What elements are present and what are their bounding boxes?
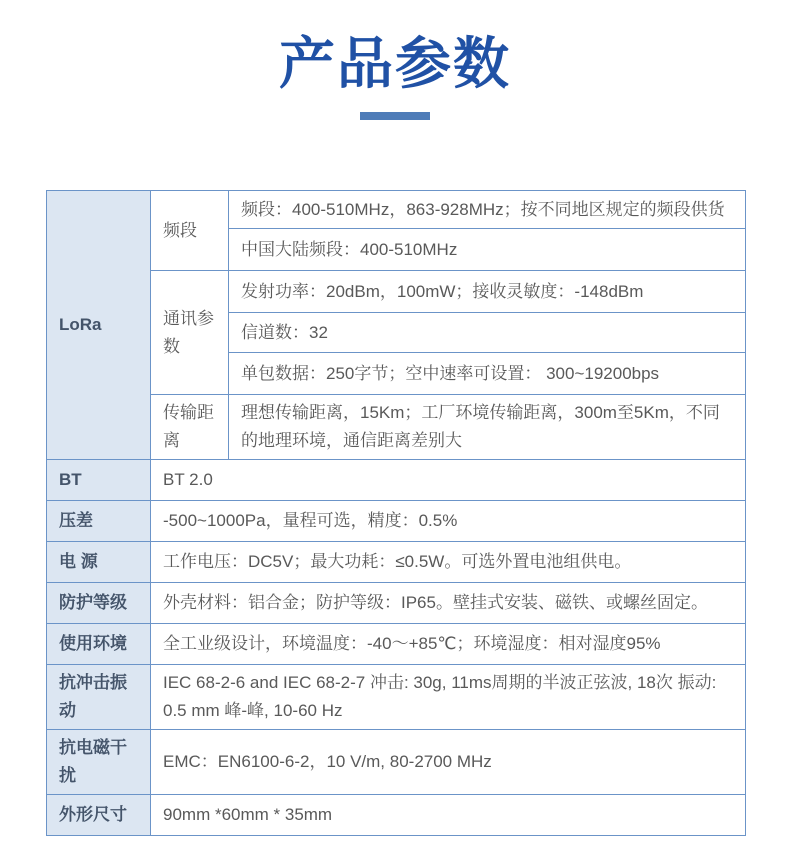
spec-table	[46, 190, 746, 836]
spec-value-channels: 信道数：32	[229, 313, 746, 353]
table-row	[47, 271, 746, 313]
spec-value-bt: BT 2.0	[151, 460, 746, 501]
sub-label-distance: 传输距离	[151, 395, 229, 460]
sub-label-band: 频段	[151, 191, 229, 271]
spec-value-shock-vibration: IEC 68-2-6 and IEC 68-2-7 冲击: 30g, 11ms周期的半波正弦波, 18次 振动: 0.5 mm 峰-峰, 10-60 Hz	[151, 665, 746, 730]
row-label-pressure: 压差	[47, 501, 151, 542]
table-row	[47, 191, 746, 229]
sub-label-comm-params: 通讯参数	[151, 271, 229, 395]
spec-value-environment: 全工业级设计，环境温度：-40～+85℃；环境湿度：相对湿度95%	[151, 624, 746, 665]
spec-value-dimensions: 90mm *60mm * 35mm	[151, 795, 746, 836]
table-row	[47, 501, 746, 542]
row-label-lora: LoRa	[47, 191, 151, 460]
row-label-emi: 抗电磁干扰	[47, 730, 151, 795]
spec-value-distance: 理想传输距离，15Km；工厂环境传输距离，300m至5Km，不同的地理环境，通信距离差别大	[229, 395, 746, 460]
table-row	[47, 395, 746, 460]
title-underline	[360, 112, 430, 120]
spec-value-band-1: 频段：400-510MHz，863-928MHz；按不同地区规定的频段供货	[229, 191, 746, 229]
spec-value-tx-power: 发射功率：20dBm，100mW；接收灵敏度：-148dBm	[229, 271, 746, 313]
table-row	[47, 624, 746, 665]
row-label-protection: 防护等级	[47, 583, 151, 624]
row-label-power: 电 源	[47, 542, 151, 583]
spec-value-emi: EMC：EN6100-6-2，10 V/m, 80-2700 MHz	[151, 730, 746, 795]
row-label-dimensions: 外形尺寸	[47, 795, 151, 836]
table-row	[47, 795, 746, 836]
spec-value-packet: 单包数据：250字节；空中速率可设置： 300~19200bps	[229, 353, 746, 395]
page-title: 产品参数	[279, 32, 511, 95]
table-row	[47, 583, 746, 624]
table-row	[47, 460, 746, 501]
row-label-bt: BT	[47, 460, 151, 501]
row-label-environment: 使用环境	[47, 624, 151, 665]
page-header	[0, 30, 790, 120]
spec-value-pressure: -500~1000Pa，量程可选，精度：0.5%	[151, 501, 746, 542]
spec-value-protection: 外壳材料：铝合金；防护等级：IP65。壁挂式安装、磁铁、或螺丝固定。	[151, 583, 746, 624]
row-label-shock-vibration: 抗冲击振动	[47, 665, 151, 730]
table-row	[47, 665, 746, 730]
table-row	[47, 730, 746, 795]
spec-value-power: 工作电压：DC5V；最大功耗：≤0.5W。可选外置电池组供电。	[151, 542, 746, 583]
table-row	[47, 542, 746, 583]
spec-value-band-2: 中国大陆频段：400-510MHz	[229, 229, 746, 271]
